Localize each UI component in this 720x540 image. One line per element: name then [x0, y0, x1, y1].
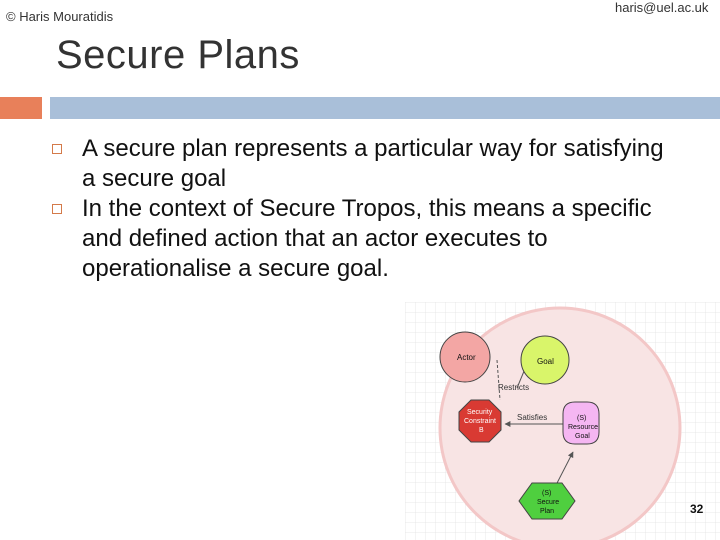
bullet-list: [52, 134, 682, 284]
plan-label-line3: Plan: [540, 508, 555, 515]
security-constraint-node: [459, 400, 501, 442]
bullet-text: In the context of Secure Tropos, this means a specific and defined action that an actor executes to operationalise a secure goal.: [82, 195, 652, 282]
satisfies-label: Satisfies: [517, 413, 548, 422]
restricts-label: Restricts: [498, 383, 530, 392]
constraint-label-line1: Security: [467, 409, 493, 416]
goal-node: [521, 336, 569, 384]
square-bullet-icon: [52, 144, 62, 154]
entity-label-line2: Resource: [568, 424, 598, 431]
secure-goal-node: [563, 402, 599, 444]
slide-title: Secure Plans: [56, 33, 300, 77]
goal-label: Goal: [537, 357, 554, 366]
plan-label-line1: (S): [542, 490, 552, 497]
entity-label-line1: (S): [577, 415, 587, 422]
bullet-text: A secure plan represents a particular way for satisfying a secure goal: [82, 135, 664, 192]
title-accent-bar: [0, 97, 42, 119]
copyright-text: © Haris Mouratidis: [6, 9, 114, 24]
entity-label-line3: Goal: [575, 433, 590, 440]
page-number: 32: [690, 502, 704, 516]
constraint-label-line2: Constraint: [464, 418, 496, 425]
plan-label-line2: Secure: [537, 499, 560, 506]
bullet-item: [52, 134, 682, 194]
title-rule-bar: [50, 97, 720, 119]
actor-label: Actor: [457, 353, 476, 362]
bullet-item: [52, 194, 682, 284]
actor-node: [440, 332, 490, 382]
author-email: haris@uel.ac.uk: [615, 0, 709, 15]
square-bullet-icon: [52, 204, 62, 214]
secure-tropos-diagram: [405, 302, 720, 540]
constraint-label-line3: B: [479, 427, 484, 434]
